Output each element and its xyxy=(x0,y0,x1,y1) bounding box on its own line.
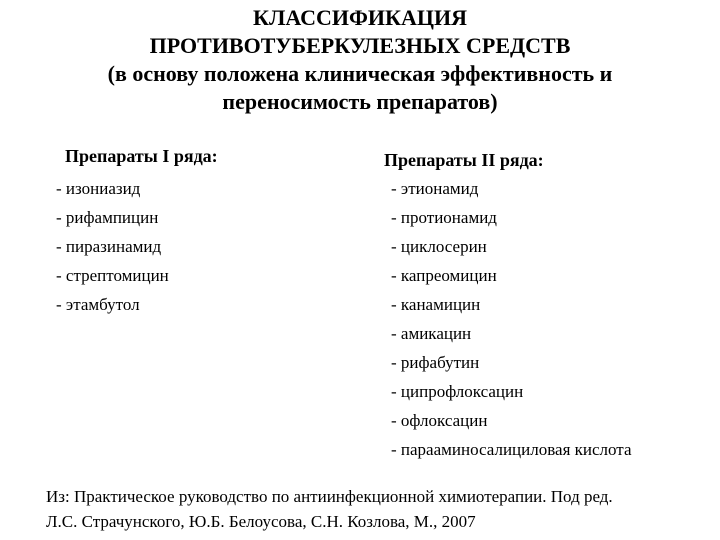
first-line-drug-item: - стрептомицин xyxy=(56,266,169,285)
second-line-drug-item: - офлоксацин xyxy=(391,411,488,430)
second-line-drug-item: - этионамид xyxy=(391,179,479,198)
source-line-2: Л.С. Страчунского, Ю.Б. Белоусова, С.Н. Козлова, М., 2007 xyxy=(46,512,476,531)
slide-title xyxy=(0,4,720,116)
second-line-drug-list xyxy=(391,174,632,464)
second-line-heading: Препараты II ряда: xyxy=(384,150,544,170)
first-line-heading: Препараты I ряда: xyxy=(65,146,218,166)
second-line-drug-item: - капреомицин xyxy=(391,266,497,285)
first-line-drug-item: - пиразинамид xyxy=(56,237,162,256)
title-line-3: (в основу положена клиническая эффективность и xyxy=(107,61,613,86)
first-line-drug-item: - изониазид xyxy=(56,179,141,198)
title-line-2: ПРОТИВОТУБЕРКУЛЕЗНЫХ СРЕДСТВ xyxy=(149,33,571,58)
source-citation xyxy=(46,484,613,534)
first-line-drug-list xyxy=(56,174,169,319)
second-line-drug-item: - циклосерин xyxy=(391,237,487,256)
second-line-drug-item: - канамицин xyxy=(391,295,481,314)
second-line-drug-item: - протионамид xyxy=(391,208,497,227)
first-line-drug-item: - рифампицин xyxy=(56,208,159,227)
second-line-drug-item: - рифабутин xyxy=(391,353,480,372)
source-line-1: Из: Практическое руководство по антиинфекционной химиотерапии. Под ред. xyxy=(46,487,613,506)
title-line-1: КЛАССИФИКАЦИЯ xyxy=(253,5,467,30)
second-line-drug-item: - парааминосалициловая кислота xyxy=(391,440,632,459)
title-line-4: переносимость препаратов) xyxy=(222,89,498,114)
second-line-drug-item: - ципрофлоксацин xyxy=(391,382,524,401)
second-line-drug-item: - амикацин xyxy=(391,324,472,343)
first-line-drug-item: - этамбутол xyxy=(56,295,140,314)
